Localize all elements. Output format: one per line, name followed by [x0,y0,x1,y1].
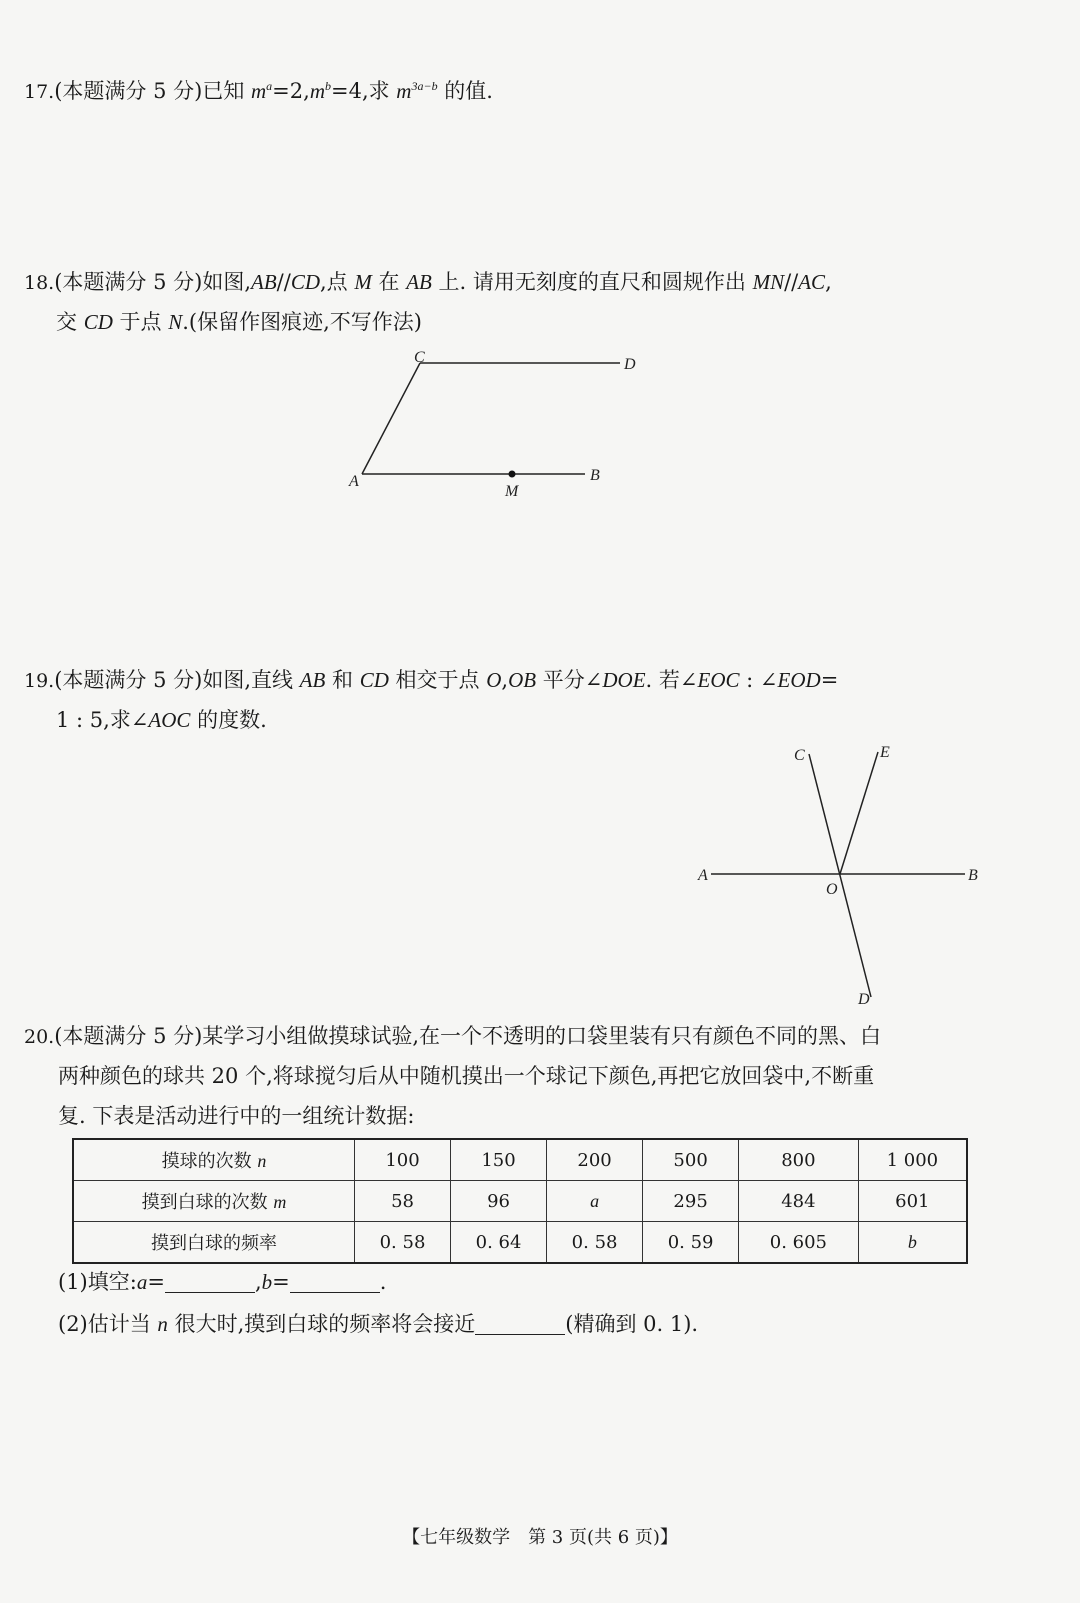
question-20-part2 [58,1304,698,1344]
line-CD: CD [359,668,389,692]
label-O: O [826,881,838,898]
punctuation: , [254,1270,262,1294]
question-text: =2, [272,79,310,103]
question-text: 相交于点 [388,668,487,692]
var-n: n [257,1151,267,1171]
point-O: O [486,668,502,692]
table-cell: 0. 58 [355,1222,451,1264]
point-N: N [168,310,183,334]
row-header: 摸到白球的频率 [73,1222,355,1264]
label-C: C [414,349,425,366]
table-cell: b [858,1222,967,1264]
page-footer: 【七年级数学 第 3 页(共 6 页)】 [402,1527,678,1548]
table-cell: 295 [643,1181,739,1222]
punctuation: , [825,270,832,294]
table-cell: 0. 58 [547,1222,643,1264]
var-m: m [396,79,412,103]
question-text: 和 [325,668,360,692]
label-C: C [794,747,805,764]
answer-blank-a[interactable] [165,1270,255,1293]
question-text: .(保留作图痕迹,不写作法) [182,310,422,334]
row-header [73,1139,355,1181]
question-text: (精确到 0. 1). [565,1312,699,1336]
var-m: m [251,79,267,103]
table-cell: 0. 64 [451,1222,547,1264]
table-cell: 150 [451,1139,547,1181]
question-text: (本题满分 5 分)如图,直线 [54,668,300,692]
question-text: 交 [56,310,84,334]
angle-EOC: EOC [697,668,740,692]
table-cell: 100 [355,1139,451,1181]
table-cell: a [547,1181,643,1222]
question-text: 上. 请用无刻度的直尺和圆规作出 [431,270,753,294]
question-text: 两种颜色的球共 20 个,将球搅匀后从中随机摸出一个球记下颜色,再把它放回袋中,不断重 [58,1064,875,1088]
question-text: 1 : 5,求∠ [56,708,149,732]
var-m: m [273,1192,287,1212]
question-text: 平分∠ [536,668,603,692]
question-text: . 若∠ [645,668,698,692]
segment-CD: CD [290,270,320,294]
question-text: =4,求 [330,79,397,103]
label-D: D [624,356,636,373]
question-text: 很大时,摸到白球的频率将会接近 [167,1312,476,1336]
question-20-line3 [58,1096,414,1136]
table-cell: 500 [643,1139,739,1181]
exponent-a: a [266,79,273,93]
label-B: B [968,867,978,884]
segment-AC: AC [798,270,826,294]
question-text: 在 [371,270,407,294]
row-header-text: 摸到白球的次数 [141,1192,274,1213]
segment-AB: AB [406,270,432,294]
exponent-b: b [324,79,331,93]
question-20 [24,1016,881,1057]
parallel-symbol: // [276,270,291,294]
question-text: 复. 下表是活动进行中的一组统计数据: [58,1104,415,1128]
question-20-line2 [58,1056,874,1096]
line-AB: AB [299,668,326,692]
equals-symbol: = [820,668,839,692]
angle-EOD: EOD [777,668,821,692]
question-number: 19. [24,670,55,692]
table-cell: 0. 59 [643,1222,739,1264]
question-text: (本题满分 5 分)已知 [54,79,251,103]
answer-blank-b[interactable] [290,1270,380,1293]
answer-blank-frequency[interactable] [475,1312,565,1335]
question-text: 于点 [112,310,169,334]
table-cell: 96 [451,1181,547,1222]
question-number: 17. [24,81,55,103]
segment-CD: CD [83,310,113,334]
row-header [73,1181,355,1222]
segment-MN: MN [752,270,785,294]
label-A: A [698,867,708,884]
var-a: a [136,1270,148,1294]
var-n: n [157,1312,168,1336]
question-number: 20. [24,1026,55,1048]
table-cell: 58 [355,1181,451,1222]
label-D: D [858,991,870,1008]
label-E: E [880,744,890,761]
question-number: 18. [24,272,55,294]
table-cell: 1 000 [858,1139,967,1181]
point-M: M [354,270,372,294]
label-A: A [349,473,359,490]
angle-AOC: AOC [148,708,191,732]
exponent-3a-b: 3a−b [411,79,438,93]
ratio-symbol: : ∠ [739,668,778,692]
question-text: (本题满分 5 分)某学习小组做摸球试验,在一个不透明的口袋里装有只有颜色不同的黑、白 [54,1024,881,1048]
ray-OE-drawn [840,752,878,874]
question-text: (本题满分 5 分)如图, [54,270,251,294]
var-m: m [309,79,325,103]
punctuation: , [501,668,509,692]
table-cell: 601 [858,1181,967,1222]
table-cell: 200 [547,1139,643,1181]
question-text: (2)估计当 [58,1312,158,1336]
statistics-table [72,1138,968,1264]
question-text: 的值. [437,79,493,103]
angle-DOE: DOE [602,668,646,692]
label-M: M [505,483,519,500]
table-row [73,1181,967,1222]
question-text: ,点 [320,270,355,294]
table-row [73,1139,967,1181]
question-text: (1)填空: [58,1270,137,1294]
segment-AB: AB [251,270,277,294]
label-B: B [590,467,600,484]
table-cell: 0. 605 [739,1222,859,1264]
table-cell: 800 [739,1139,859,1181]
parallel-symbol: // [784,270,799,294]
table-cell: 484 [739,1181,859,1222]
punctuation: . [379,1270,387,1294]
equals-symbol: = [147,1270,165,1294]
line-CD-drawn [809,754,871,997]
question-text: 的度数. [190,708,267,732]
table-row [73,1222,967,1264]
row-header-text: 摸球的次数 [161,1151,258,1172]
ray-OB: OB [508,668,537,692]
equals-symbol: = [272,1270,290,1294]
question-20-part1 [58,1262,386,1302]
var-b: b [261,1270,273,1294]
